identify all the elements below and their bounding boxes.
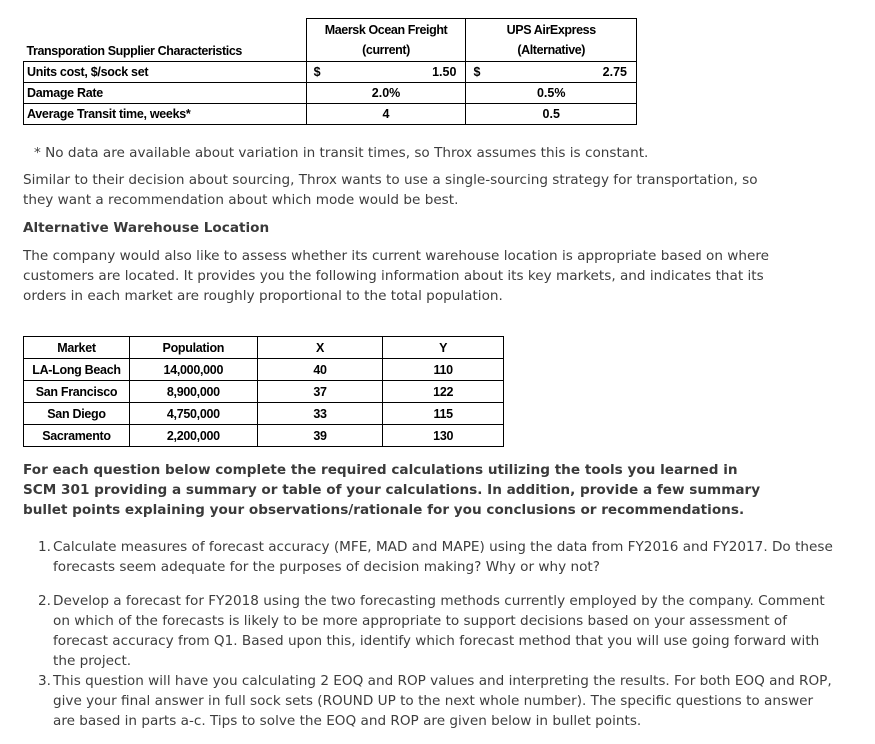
- warehouse-paragraph: The company would also like to assess whether its current warehouse location is appropriate based on where customers are located. It provides you the following information about its key markets, and indicates that its orders in each market are roughly proportional to the total population.: [23, 248, 770, 304]
- table-row: [24, 104, 637, 125]
- population: 2,200,000: [129, 425, 257, 447]
- maersk-column-header: [306, 19, 466, 62]
- population: 14,000,000: [129, 359, 257, 381]
- x-coordinate: 40: [257, 359, 383, 381]
- ups-title: UPS AirExpress: [506, 23, 596, 37]
- column-header: Population: [129, 337, 257, 359]
- x-coordinate: 39: [257, 425, 383, 447]
- population: 4,750,000: [129, 403, 257, 425]
- question-number: 3.: [38, 673, 51, 689]
- y-coordinate: 122: [383, 381, 504, 403]
- y-coordinate: 110: [383, 359, 504, 381]
- ups-subtitle: (Alternative): [517, 43, 586, 57]
- x-coordinate: 33: [257, 403, 383, 425]
- table-row: [24, 359, 504, 381]
- ups-unit-cost: [466, 62, 637, 83]
- column-header: Y: [383, 337, 504, 359]
- column-header: Market: [24, 337, 130, 359]
- question-number: 1.: [38, 539, 51, 555]
- maersk-transit-time: 4: [306, 104, 466, 125]
- maersk-damage-rate: 2.0%: [306, 83, 466, 104]
- row-label: Units cost, $/sock set: [24, 62, 307, 83]
- supplier-header-row: [24, 19, 637, 62]
- maersk-subtitle: (current): [362, 43, 410, 57]
- market-header-row: [24, 337, 504, 359]
- ups-damage-rate: 0.5%: [466, 83, 637, 104]
- list-item: [38, 591, 838, 671]
- supplier-header-label: Transporation Supplier Characteristics: [24, 19, 307, 62]
- list-item: [38, 671, 838, 731]
- y-coordinate: 115: [383, 403, 504, 425]
- maersk-unit-cost: [306, 62, 466, 83]
- table-row: [24, 62, 637, 83]
- instructions: For each question below complete the required calculations utilizing the tools you learned in SCM 301 providing a summary or table of your calculations. In addition, provide a few summary bullet points explaining your observations/rationale for you conclusions or recommendations.: [23, 462, 761, 518]
- table-row: [24, 381, 504, 403]
- section-heading: Alternative Warehouse Location: [23, 220, 270, 236]
- row-label: Average Transit time, weeks*: [24, 104, 307, 125]
- table-row: [24, 425, 504, 447]
- column-header: X: [257, 337, 383, 359]
- currency-symbol: $: [473, 65, 481, 79]
- maersk-title: Maersk Ocean Freight: [324, 23, 448, 37]
- ups-column-header: [466, 19, 637, 62]
- market-name: LA-Long Beach: [24, 359, 130, 381]
- question-text: This question will have you calculating 2 EOQ and ROP values and interpreting the results. For both EOQ and ROP, give your final answer in full sock sets (ROUND UP to the next whole number). The specific questions to answer are based in parts a-c. Tips to solve the EOQ and ROP are given below in bullet points.: [53, 673, 832, 729]
- population: 8,900,000: [129, 381, 257, 403]
- table-row: [24, 403, 504, 425]
- y-coordinate: 130: [383, 425, 504, 447]
- currency-symbol: $: [313, 65, 321, 79]
- table-row: [24, 83, 637, 104]
- footnote: * No data are available about variation in transit times, so Throx assumes this is constant.: [34, 145, 649, 161]
- value: 1.50: [432, 65, 457, 79]
- question-text: Calculate measures of forecast accuracy (MFE, MAD and MAPE) using the data from FY2016 and FY2017. Do these forecasts seem adequate for the purposes of decision making? Why or why not?: [53, 539, 833, 575]
- ups-transit-time: 0.5: [466, 104, 637, 125]
- market-name: Sacramento: [24, 425, 130, 447]
- supplier-table: [23, 18, 637, 125]
- question-number: 2.: [38, 593, 51, 609]
- market-table: [23, 336, 504, 447]
- market-name: San Francisco: [24, 381, 130, 403]
- market-name: San Diego: [24, 403, 130, 425]
- value: 2.75: [602, 65, 627, 79]
- question-text: Develop a forecast for FY2018 using the two forecasting methods currently employed by the company. Comment on which of the forecasts is likely to be more appropriate to support decisions based on your assessment of forecast accuracy from Q1. Based upon this, identify which forecast method that you will use going forward with the project.: [53, 593, 825, 669]
- row-label: Damage Rate: [24, 83, 307, 104]
- sourcing-paragraph: Similar to their decision about sourcing, Throx wants to use a single-sourcing strategy for transportation, so they want a recommendation about which mode would be best.: [23, 172, 758, 208]
- list-item: [38, 537, 838, 577]
- x-coordinate: 37: [257, 381, 383, 403]
